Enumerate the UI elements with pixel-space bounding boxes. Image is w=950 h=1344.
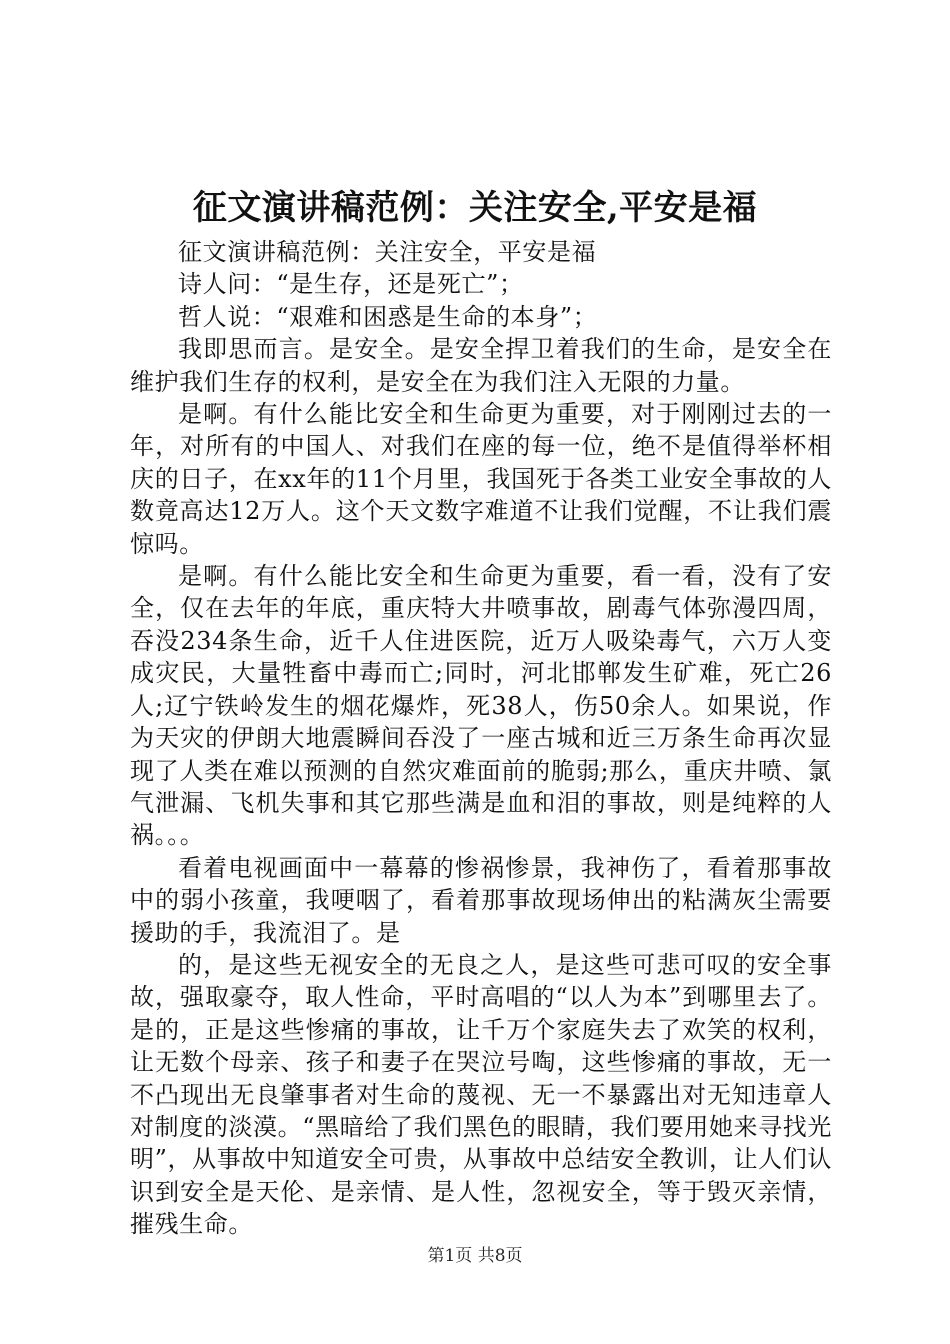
paragraph-accident-statistics: 是啊。有什么能比安全和生命更为重要，对于刚刚过去的一年，对所有的中国人、对我们在座的每一位，绝不是值得举杯相庆的日子，在xx年的11个月里，我国死于各类工业安全事故的人数竟高达12万人。这个天文数字难道不让我们觉醒，不让我们震惊吗。 bbox=[130, 400, 832, 558]
paragraph-philosopher-saying: 哲人说：“艰难和困惑是生命的本身”； bbox=[178, 302, 598, 331]
paragraph-conclusion: 的，是这些无视安全的无良之人，是这些可悲可叹的安全事故，强取豪夺，取人性命，平时高唱的“以人为本”到哪里去了。是的，正是这些惨痛的事故，让千万个家庭失去了欢笑的权利，让无数个母亲、孩子和妻子在哭泣号啕，这些惨痛的事故，无一不凸现出无良肇事者对生命的蔑视、无一不暴露出对无知违章人对制度的淡漠。“黑暗给了我们黑色的眼睛，我们要用她来寻找光明”，从事故中知道安全可贵，从事故中总结安全教训，让人们认识到安全是天伦、是亲情、是人性，忽视安全，等于毁灭亲情，摧残生命。 bbox=[130, 950, 832, 1239]
paragraph-subtitle: 征文演讲稿范例：关注安全，平安是福 bbox=[178, 238, 597, 266]
paragraph-accident-examples: 是啊。有什么能比安全和生命更为重要，看一看，没有了安全，仅在去年的年底，重庆特大井喷事故，剧毒气体弥漫四周，吞没234条生命，近千人住进医院，近万人吸染毒气，六万人变成灾民，大量牲畜中毒而亡;同时，河北邯郸发生矿难，死亡26人;辽宁铁岭发生的烟花爆炸，死38人，伤50余人。如果说，作为天灾的伊朗大地震瞬间吞没了一座古城和近三万条生命再次显现了人类在难以预测的自然灾难面前的脆弱;那么，重庆井喷、氯气泄漏、飞机失事和其它那些满是血和泪的事故，则是纯粹的人祸。。。 bbox=[130, 562, 832, 850]
paragraph-tv-scenes: 看着电视画面中一幕幕的惨祸惨景，我神伤了，看着那事故中的弱小孩童，我哽咽了，看着那事故现场伸出的粘满灰尘需要援助的手，我流泪了。是 bbox=[130, 853, 832, 947]
paragraph-poet-question: 诗人问：“是生存，还是死亡”； bbox=[178, 270, 524, 299]
document-body bbox=[130, 236, 832, 1241]
paragraph-safety-answer: 我即思而言。是安全。是安全捍卫着我们的生命，是安全在维护我们生存的权利，是安全在为我们注入无限的力量。 bbox=[130, 335, 832, 396]
document-title: 征文演讲稿范例：关注安全,平安是福 bbox=[192, 188, 758, 228]
page-number-footer: 第1页 共8页 bbox=[427, 1246, 523, 1266]
